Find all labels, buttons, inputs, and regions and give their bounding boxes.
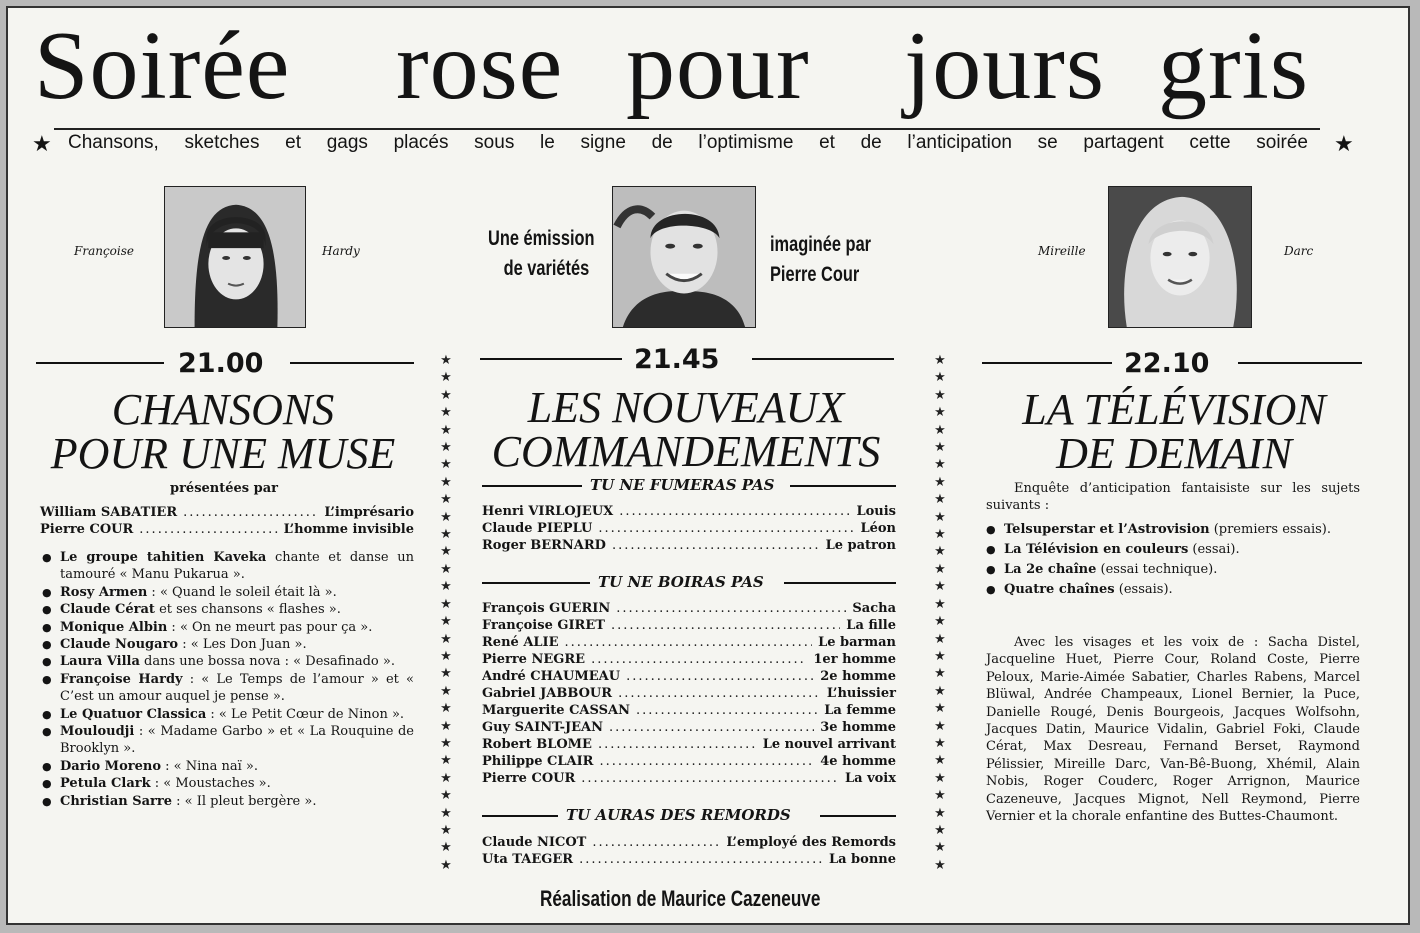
portrait-illustration [1109, 187, 1251, 327]
star-icon: ★ [934, 735, 946, 751]
cast-role: Le patron [825, 538, 896, 553]
cast-row [482, 600, 896, 617]
caption-right [770, 230, 871, 290]
star-icon: ★ [440, 857, 452, 873]
list-item: ● Quatre chaînes (essais). [986, 580, 1360, 600]
cast-name: François GUERIN [482, 601, 611, 616]
leader-dots [609, 719, 814, 736]
section-label: TU AURAS DES REMORDS [566, 806, 791, 824]
program-title-left [28, 385, 418, 478]
rule [752, 358, 894, 360]
time-row-middle [480, 344, 894, 374]
star-separator [438, 352, 454, 874]
time-slot: 21.00 [178, 348, 264, 379]
caption-line: de variétés [503, 257, 590, 280]
leader-dots [579, 851, 823, 868]
cast-role: Sacha [852, 601, 896, 616]
photo-caption-last: Hardy [322, 244, 360, 258]
leader-dots [598, 520, 854, 537]
cast-row [482, 719, 896, 736]
star-icon: ★ [934, 666, 946, 682]
cast-row [482, 617, 896, 634]
leader-dots [619, 503, 850, 520]
star-icon: ★ [440, 735, 452, 751]
cast-row [40, 504, 414, 521]
cast-role: L’imprésario [324, 505, 414, 520]
cast-role: 4e homme [820, 754, 896, 769]
cast-row [482, 702, 896, 719]
cast-paragraph: Avec les visages et les voix de : Sacha Distel, Jacqueline Huet, Pierre Cour, Roland Coste, Pierre Peloux, Marie-Aimée Sabatier, Charles Rabens, Marcel Blüwal, Andrée Champeaux, Lionel Bernier, la Puce, Danielle Rougé, Denis Bourgeois, Jacques Wolfsohn, Jacques Datin, Maurice Vidalin, Gabriel Foki, Claude Cérat, Max Desreau, Fernand Berset, Raymond Pélissier, Mireille Darc, Van-Bê-Buong, Xhémil, Alain Nobis, Roger Couderc, Roger Arrignon, Maurice Cazeneuve, Jacques Mignot, Nell Reymond, Pierre Vernier et la chorale enfantine des Buttes-Chaumont. [986, 635, 1360, 825]
star-icon: ★ [934, 596, 946, 612]
cast-name: Claude PIEPLU [482, 521, 593, 536]
section-label: TU NE BOIRAS PAS [598, 573, 764, 591]
star-icon: ★ [440, 666, 452, 682]
intro-text: Enquête d’anticipation fantaisiste sur les sujets suivants : [986, 481, 1360, 514]
rule [482, 815, 558, 817]
cast-role: L’homme invisible [283, 522, 414, 537]
star-icon: ★ [440, 405, 452, 421]
caption-line: Pierre Cour [770, 263, 860, 286]
list-item: ● Telsuperstar et l’Astrovision (premiers essais). [986, 520, 1360, 540]
cast-row [482, 736, 896, 753]
star-icon: ★ [440, 614, 452, 630]
star-icon: ★ [440, 353, 452, 368]
section-label: TU NE FUMERAS PAS [590, 476, 775, 494]
realisation-credit: Réalisation de Maurice Cazeneuve [540, 886, 821, 911]
leader-dots [592, 834, 720, 851]
list-item: ● Mouloudji : « Madame Garbo » et « La Rouquine de Brooklyn ». [42, 723, 414, 758]
star-icon: ★ [440, 788, 452, 804]
cast-row [482, 651, 896, 668]
star-icon: ★ [934, 561, 946, 577]
star-icon: ★ [934, 822, 946, 838]
subtitle: Chansons, sketches et gags placés sous le signe de l’optimisme et de l’anticipation se partagent cette soirée [68, 132, 1308, 153]
title-line: CHANSONS [111, 385, 335, 434]
rule [482, 582, 590, 584]
section-heading [482, 806, 896, 826]
leader-dots [565, 634, 813, 651]
list-item: ● La 2e chaîne (essai technique). [986, 560, 1360, 580]
portrait-illustration [165, 187, 305, 327]
headline-word: jours [904, 12, 1105, 120]
cast-name: Marguerite CASSAN [482, 703, 630, 718]
cast-name: William SABATIER [40, 505, 178, 520]
cast-role: La voix [844, 771, 896, 786]
star-icon: ★ [934, 370, 946, 386]
star-icon: ★ [440, 596, 452, 612]
mireille-darc-photo [1108, 186, 1252, 328]
star-icon: ★ [440, 544, 452, 560]
leader-dots [598, 736, 757, 753]
rule [1238, 362, 1362, 364]
cast-role: Louis [856, 504, 896, 519]
star-icon: ★ [440, 370, 452, 386]
leader-dots [618, 685, 821, 702]
francoise-hardy-photo [164, 186, 306, 328]
cast-role: 2e homme [820, 669, 896, 684]
leader-dots [626, 668, 814, 685]
star-icon: ★ [440, 701, 452, 717]
page-headline [34, 10, 1374, 122]
rule [290, 362, 414, 364]
cast-name: Pierre COUR [40, 522, 134, 537]
star-icon: ★ [440, 822, 452, 838]
title-line: LES NOUVEAUX [527, 383, 845, 432]
star-icon: ★ [440, 527, 452, 543]
star-icon: ★ [934, 422, 946, 438]
star-icon: ★ [934, 614, 946, 630]
star-icon: ★ [440, 840, 452, 856]
cast-name: Pierre NEGRE [482, 652, 586, 667]
star-icon: ★ [440, 631, 452, 647]
list-item: ● Christian Sarre : « Il pleut bergère ». [42, 793, 414, 810]
cast-name: André CHAUMEAU [482, 669, 621, 684]
cast-row [482, 634, 896, 651]
list-item: ● Le Quatuor Classica : « Le Petit Cœur de Ninon ». [42, 706, 414, 723]
portrait-illustration [613, 187, 755, 327]
rule [36, 362, 164, 364]
star-icon: ★ [440, 509, 452, 525]
star-icon: ★ [440, 770, 452, 786]
pierre-cour-photo [612, 186, 756, 328]
leader-dots [636, 702, 818, 719]
cast-name: Pierre COUR [482, 771, 576, 786]
star-icon: ★ [934, 492, 946, 508]
list-item: ● La Télévision en couleurs (essai). [986, 540, 1360, 560]
cast-role: La fille [846, 618, 896, 633]
star-icon: ★ [934, 840, 946, 856]
tv-listing-page [6, 6, 1410, 925]
star-icon: ★ [440, 648, 452, 664]
star-icon: ★ [934, 788, 946, 804]
star-icon: ★ [440, 683, 452, 699]
list-item: ● Claude Cérat et ses chansons « flashes ». [42, 601, 414, 618]
star-icon: ★ [934, 457, 946, 473]
caption-line: imaginée par [770, 233, 872, 256]
rule [784, 582, 896, 584]
leader-dots [611, 617, 840, 634]
time-row-left [34, 348, 414, 378]
star-icon: ★ [1334, 132, 1354, 157]
star-icon: ★ [440, 422, 452, 438]
list-item: ● Françoise Hardy : « Le Temps de l’amour » et « C’est un amour auquel je pense ». [42, 671, 414, 706]
cast-row [482, 851, 896, 868]
subtitle-rule [54, 128, 1320, 130]
cast-row [482, 520, 896, 537]
cast-row [482, 770, 896, 787]
time-row-right [982, 348, 1362, 378]
cast-role: 3e homme [820, 720, 896, 735]
star-icon: ★ [440, 387, 452, 403]
section-heading [482, 573, 896, 593]
star-icon: ★ [934, 474, 946, 490]
list-item: ● Rosy Armen : « Quand le soleil était là ». [42, 584, 414, 601]
cast-name: Gabriel JABBOUR [482, 686, 613, 701]
topic-list [986, 520, 1360, 600]
cast-name: Uta TAEGER [482, 852, 574, 867]
cast-name: Roger BERNARD [482, 538, 606, 553]
star-icon: ★ [934, 648, 946, 664]
title-line: LA TÉLÉVISION [1022, 385, 1326, 434]
caption-line: Une émission [488, 227, 595, 250]
star-icon: ★ [440, 492, 452, 508]
star-icon: ★ [934, 544, 946, 560]
cast-name: Guy SAINT-JEAN [482, 720, 604, 735]
leader-dots [616, 600, 846, 617]
star-icon: ★ [934, 579, 946, 595]
leader-dots [139, 521, 277, 538]
cast-row [482, 753, 896, 770]
headline-word: Soirée [34, 12, 291, 120]
star-icon: ★ [934, 509, 946, 525]
star-icon: ★ [440, 474, 452, 490]
cast-name: Robert BLOME [482, 737, 592, 752]
star-icon: ★ [440, 579, 452, 595]
star-icon: ★ [440, 440, 452, 456]
star-icon: ★ [934, 387, 946, 403]
cast-role: La femme [824, 703, 896, 718]
cast-name: Claude NICOT [482, 835, 587, 850]
rule [982, 362, 1112, 364]
star-icon: ★ [934, 718, 946, 734]
star-icon: ★ [32, 132, 52, 157]
star-separator [932, 352, 948, 874]
time-slot: 21.45 [634, 344, 720, 375]
cast-name: Philippe CLAIR [482, 754, 594, 769]
list-item: ● Laura Villa dans une bossa nova : « Desafinado ». [42, 653, 414, 670]
cast-role: Le barman [818, 635, 896, 650]
star-icon: ★ [934, 683, 946, 699]
cast-name: Henri VIRLOJEUX [482, 504, 614, 519]
photo-caption-first: Françoise [74, 244, 134, 258]
star-icon: ★ [440, 718, 452, 734]
star-icon: ★ [934, 440, 946, 456]
headline-word: rose [396, 12, 564, 120]
star-icon: ★ [934, 770, 946, 786]
list-item: ● Le groupe tahitien Kaveka chante et danse un tamouré « Manu Pukarua ». [42, 549, 414, 584]
star-icon: ★ [440, 561, 452, 577]
star-icon: ★ [934, 857, 946, 873]
cast-role: La bonne [828, 852, 896, 867]
leader-dots [612, 537, 820, 554]
cast-name: René ALIE [482, 635, 559, 650]
leader-dots [581, 770, 839, 787]
list-item: ● Claude Nougaro : « Les Don Juan ». [42, 636, 414, 653]
star-icon: ★ [934, 405, 946, 421]
title-line: POUR UNE MUSE [50, 429, 396, 478]
star-icon: ★ [440, 457, 452, 473]
cast-role: Léon [860, 521, 896, 536]
cast-role: L’employé des Remords [726, 835, 896, 850]
presented-by: présentées par [169, 481, 278, 496]
rule [482, 485, 582, 487]
list-item: ● Monique Albin : « On ne meurt pas pour ça ». [42, 619, 414, 636]
cast-row [482, 537, 896, 554]
rule [790, 485, 896, 487]
cast-row [40, 521, 414, 538]
star-icon: ★ [934, 753, 946, 769]
star-icon: ★ [934, 527, 946, 543]
cast-role: Le nouvel arrivant [762, 737, 896, 752]
leader-dots [599, 753, 814, 770]
cast-row [482, 668, 896, 685]
time-slot: 22.10 [1124, 348, 1210, 379]
list-item: ● Petula Clark : « Moustaches ». [42, 775, 414, 792]
song-list [42, 549, 414, 810]
cast-row [482, 834, 896, 851]
star-icon: ★ [934, 701, 946, 717]
leader-dots [183, 504, 318, 521]
list-item: ● Dario Moreno : « Nina naï ». [42, 758, 414, 775]
title-line: DE DEMAIN [1056, 429, 1292, 478]
star-icon: ★ [440, 753, 452, 769]
rule [480, 358, 622, 360]
photo-caption-last: Darc [1284, 244, 1314, 258]
caption-left [488, 224, 595, 284]
headline-word: pour [626, 12, 810, 120]
star-icon: ★ [440, 805, 452, 821]
star-icon: ★ [934, 631, 946, 647]
program-title-middle [476, 383, 896, 476]
cast-role: L’huissier [826, 686, 896, 701]
rule [820, 815, 896, 817]
program-title-right [974, 385, 1374, 478]
star-icon: ★ [934, 353, 946, 368]
leader-dots [591, 651, 807, 668]
star-icon: ★ [934, 805, 946, 821]
section-heading [482, 476, 896, 496]
cast-row [482, 685, 896, 702]
headline-word: gris [1158, 12, 1309, 120]
cast-row [482, 503, 896, 520]
title-line: COMMANDEMENTS [491, 427, 881, 476]
cast-role: 1er homme [813, 652, 896, 667]
cast-name: Françoise GIRET [482, 618, 605, 633]
photo-caption-first: Mireille [1038, 244, 1086, 258]
